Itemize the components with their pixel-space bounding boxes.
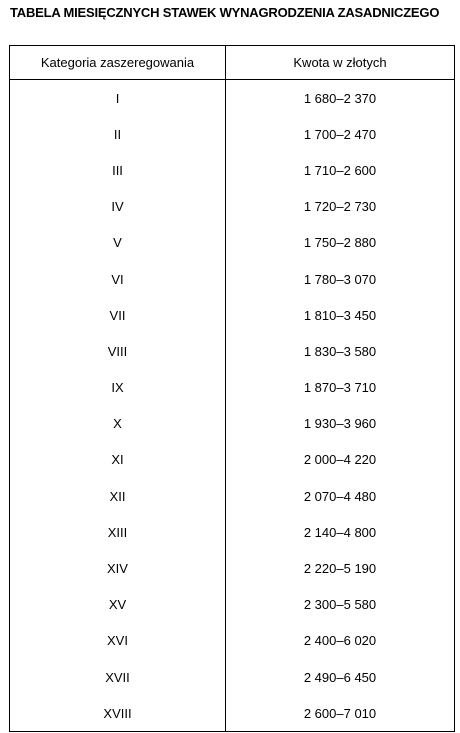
amount-cell: 1 780–3 070: [226, 261, 455, 297]
table-row: [10, 406, 455, 442]
amount-cell: 1 710–2 600: [226, 152, 455, 188]
category-cell: XI: [10, 442, 226, 478]
table-row: [10, 623, 455, 659]
amount-cell: 1 930–3 960: [226, 406, 455, 442]
amount-cell: 2 220–5 190: [226, 550, 455, 586]
category-cell: IV: [10, 189, 226, 225]
table-row: [10, 80, 455, 117]
category-cell: III: [10, 152, 226, 188]
salary-rates-table: [9, 45, 455, 732]
table-row: [10, 478, 455, 514]
document-title: TABELA MIESIĘCZNYCH STAWEK WYNAGRODZENIA ZASADNICZEGO: [10, 5, 440, 20]
category-cell: XIV: [10, 550, 226, 586]
table-row: [10, 116, 455, 152]
table-row: [10, 550, 455, 586]
amount-cell: 2 000–4 220: [226, 442, 455, 478]
category-cell: VI: [10, 261, 226, 297]
category-cell: II: [10, 116, 226, 152]
amount-cell: 2 070–4 480: [226, 478, 455, 514]
table-row: [10, 442, 455, 478]
amount-cell: 2 490–6 450: [226, 659, 455, 695]
table-row: [10, 695, 455, 732]
category-cell: XIII: [10, 514, 226, 550]
category-cell: XII: [10, 478, 226, 514]
table-row: [10, 261, 455, 297]
category-cell: X: [10, 406, 226, 442]
amount-cell: 2 300–5 580: [226, 587, 455, 623]
category-cell: XVIII: [10, 695, 226, 732]
category-cell: V: [10, 225, 226, 261]
category-cell: IX: [10, 370, 226, 406]
amount-cell: 2 600–7 010: [226, 695, 455, 732]
category-cell: I: [10, 80, 226, 117]
amount-cell: 1 750–2 880: [226, 225, 455, 261]
table-row: [10, 189, 455, 225]
table-row: [10, 587, 455, 623]
table-row: [10, 297, 455, 333]
category-cell: XVII: [10, 659, 226, 695]
category-cell: VIII: [10, 333, 226, 369]
header-category: Kategoria zaszeregowania: [10, 46, 226, 80]
amount-cell: 1 810–3 450: [226, 297, 455, 333]
amount-cell: 1 680–2 370: [226, 80, 455, 117]
amount-cell: 2 400–6 020: [226, 623, 455, 659]
table-row: [10, 225, 455, 261]
category-cell: VII: [10, 297, 226, 333]
table-header-row: [10, 46, 455, 80]
category-cell: XV: [10, 587, 226, 623]
table-row: [10, 152, 455, 188]
header-amount: Kwota w złotych: [226, 46, 455, 80]
amount-cell: 1 720–2 730: [226, 189, 455, 225]
table-row: [10, 333, 455, 369]
category-cell: XVI: [10, 623, 226, 659]
amount-cell: 1 830–3 580: [226, 333, 455, 369]
table-row: [10, 659, 455, 695]
table-row: [10, 514, 455, 550]
amount-cell: 2 140–4 800: [226, 514, 455, 550]
table-row: [10, 370, 455, 406]
amount-cell: 1 700–2 470: [226, 116, 455, 152]
amount-cell: 1 870–3 710: [226, 370, 455, 406]
